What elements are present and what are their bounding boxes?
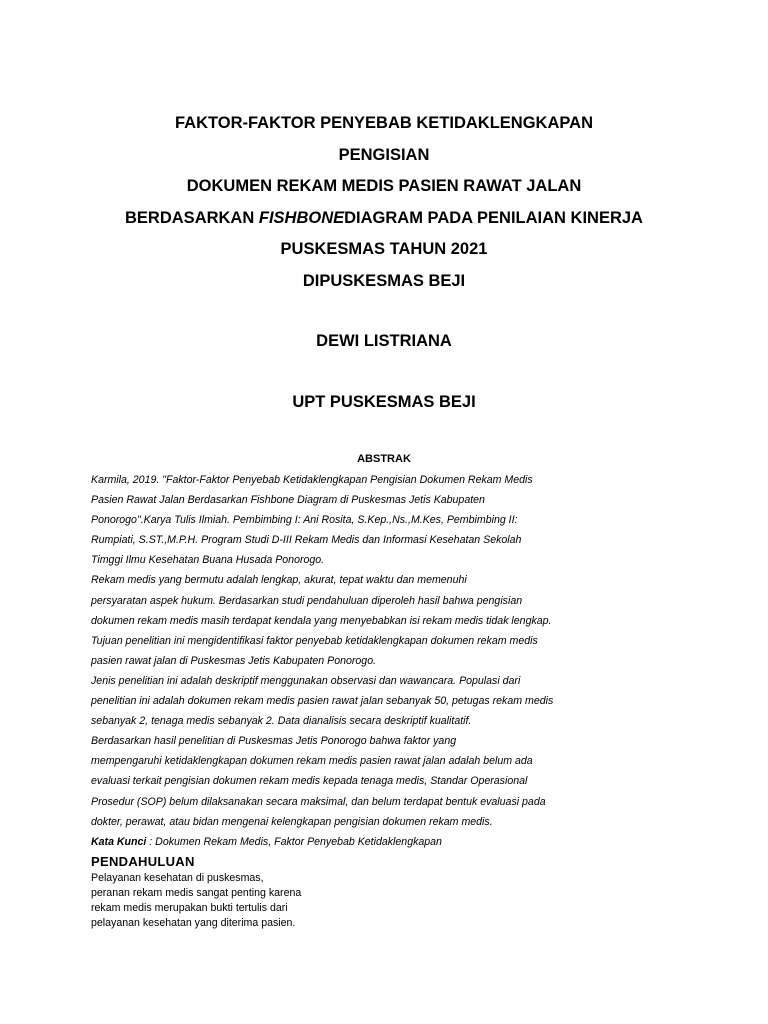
- author-name: DEWI LISTRIANA: [316, 332, 452, 350]
- abstract-line: Karmila, 2019. "Faktor-Faktor Penyebab Ketidaklengkapan Pengisian Dokumen Rekam Medis: [91, 474, 533, 486]
- abstract-line: Timggi Ilmu Kesehatan Buana Husada Ponorogo.: [91, 554, 325, 567]
- abstract-line: dokter, perawat, atau bidan mengenai kelengkapan pengisian dokumen rekam medis.: [91, 815, 493, 828]
- abstract-heading: ABSTRAK: [357, 453, 411, 465]
- title-line-prefix: BERDASARKAN: [125, 208, 259, 227]
- title-line: DIPUSKESMAS BEJI: [302, 271, 466, 290]
- title-line: DOKUMEN REKAM MEDIS PASIEN RAWAT JALAN: [186, 177, 582, 195]
- abstract-line: evaluasi terkait pengisian dokumen rekam medis kepada tenaga medis, Standar Operasional: [91, 775, 528, 788]
- abstract-line: persyaratan aspek hukum. Berdasarkan studi pendahuluan diperoleh hasil bahwa pengisian: [91, 594, 523, 607]
- abstract-body: [91, 470, 651, 832]
- abstract-line: Berdasarkan hasil penelitian di Puskesmas Jetis Ponorogo bahwa faktor yang: [91, 735, 457, 748]
- abstract-line: dokumen rekam medis masih terdapat kendala yang menyebabkan isi rekam medis tidak lengkap.: [91, 614, 552, 627]
- introduction-line: Pelayanan kesehatan di puskesmas,: [91, 872, 264, 884]
- keywords-text: : Dokumen Rekam Medis, Faktor Penyebab Ketidaklengkapan: [146, 836, 442, 848]
- abstract-line: Prosedur (SOP) belum dilaksanakan secara maksimal, dan belum terdapat bentuk evaluasi pada: [91, 795, 546, 808]
- introduction-line: rekam medis merupakan bukti tertulis dari: [91, 902, 288, 914]
- introduction-line: pelayanan kesehatan yang diterima pasien.: [91, 917, 296, 929]
- abstract-line: Rumpiati, S.ST.,M.P.H. Program Studi D-III Rekam Medis dan Informasi Kesehatan Sekolah: [91, 534, 522, 547]
- title-line: PENGISIAN: [338, 145, 430, 164]
- introduction-line: peranan rekam medis sangat penting karena: [91, 887, 302, 899]
- abstract-line: Rekam medis yang bermutu adalah lengkap, akurat, tepat waktu dan memenuhi: [91, 574, 467, 587]
- abstract-line: mempengaruhi ketidaklengkapan dokumen rekam medis pasien rawat jalan adalah belum ada: [91, 755, 533, 768]
- abstract-line: sebanyak 2, tenaga medis sebanyak 2. Data dianalisis secara deskriptif kualitatif.: [91, 715, 472, 728]
- introduction-body: [91, 871, 301, 931]
- abstract-line: Ponorogo".Karya Tulis Ilmiah. Pembimbing I: Ani Rosita, S.Kep.,Ns.,M.Kes, Pembimbing II:: [91, 514, 518, 527]
- abstract-line: Jenis penelitian ini adalah deskriptif menggunakan observasi dan wawancara. Populasi dari: [91, 674, 521, 687]
- abstract-line: Tujuan penelitian ini mengidentifikasi faktor penyebab ketidaklengkapan dokumen rekam medis: [91, 634, 538, 647]
- document-title: [0, 108, 768, 297]
- abstract-line: penelitian ini adalah dokumen rekam medis pasien rawat jalan sebanyak 50, petugas rekam medis: [91, 695, 554, 708]
- abstract-line: Pasien Rawat Jalan Berdasarkan Fishbone Diagram di Puskesmas Jetis Kabupaten: [91, 494, 485, 507]
- title-line: [0, 203, 768, 235]
- abstract-line: pasien rawat jalan di Puskesmas Jetis Kabupaten Ponorogo.: [91, 654, 377, 667]
- title-line: FAKTOR-FAKTOR PENYEBAB KETIDAKLENGKAPAN: [174, 114, 594, 132]
- title-line: PUSKESMAS TAHUN 2021: [280, 240, 488, 258]
- section-heading-introduction: PENDAHULUAN: [91, 854, 195, 869]
- institution-name: UPT PUSKESMAS BEJI: [292, 393, 476, 411]
- title-line-suffix: DIAGRAM PADA PENILAIAN KINERJA: [344, 208, 643, 227]
- keywords-line: [91, 832, 651, 852]
- keywords-label: Kata Kunci: [91, 836, 147, 848]
- title-line-italic-term: FISHBONE: [258, 208, 345, 227]
